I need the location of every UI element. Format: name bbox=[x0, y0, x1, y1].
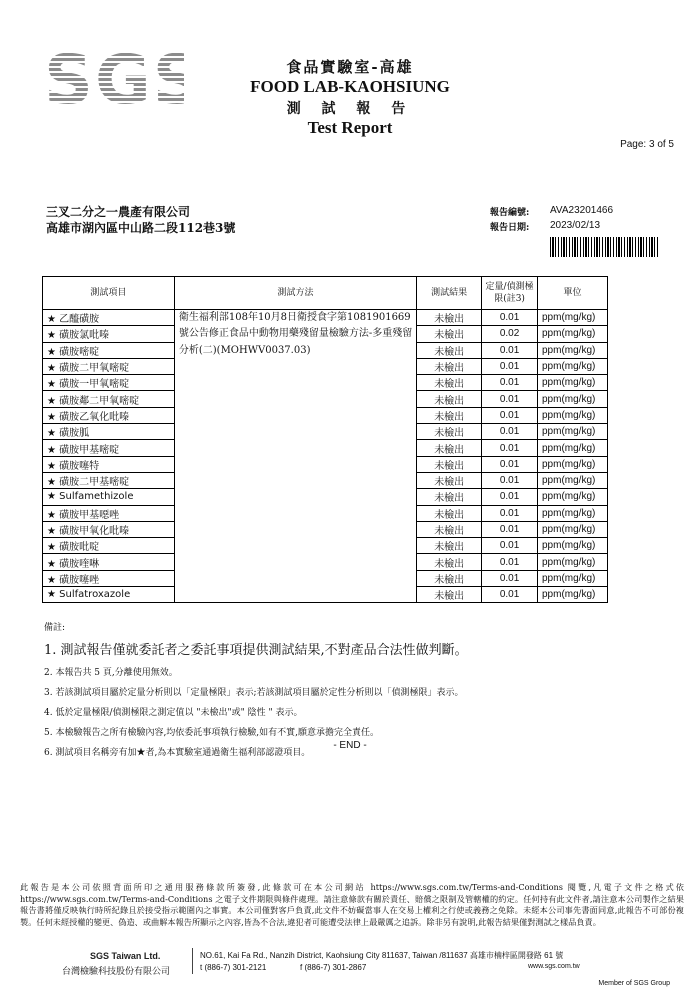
unit-cell: ppm(mg/kg) bbox=[538, 424, 608, 440]
unit-cell: ppm(mg/kg) bbox=[538, 538, 608, 554]
test-item-cell: ★ 磺胺噻特 bbox=[43, 456, 175, 472]
limit-cell: 0.01 bbox=[482, 358, 538, 374]
footer-member: Member of SGS Group bbox=[598, 980, 670, 987]
test-item-cell: ★ 磺胺甲氧化吡嗪 bbox=[43, 521, 175, 537]
test-result-cell: 未檢出 bbox=[417, 326, 482, 342]
limit-cell: 0.01 bbox=[482, 310, 538, 326]
footer-website: www.sgs.com.tw bbox=[528, 963, 580, 970]
test-result-cell: 未檢出 bbox=[417, 456, 482, 472]
report-date-value: 2023/02/13 bbox=[550, 220, 601, 231]
test-item-cell: ★ 磺胺二甲基嘧啶 bbox=[43, 472, 175, 488]
note-item: 5. 本檢驗報告之所有檢驗內容,均依委託事項執行檢驗,如有不實,願意承擔完全責任。 bbox=[44, 728, 380, 738]
note-item: 2. 本報告共 5 頁,分離使用無效。 bbox=[44, 668, 178, 678]
limit-cell: 0.01 bbox=[482, 587, 538, 603]
report-date bbox=[490, 220, 601, 233]
footer-address: NO.61, Kai Fa Rd., Nanzih District, Kaohsiung City 811637, Taiwan /811637 高雄市楠梓區開發路 61 號 bbox=[200, 951, 564, 960]
report-title-cn: 測 試 報 告 bbox=[286, 101, 414, 117]
header-test-result: 測試結果 bbox=[417, 277, 482, 310]
test-result-cell: 未檢出 bbox=[417, 391, 482, 407]
unit-cell: ppm(mg/kg) bbox=[538, 456, 608, 472]
page-number: Page: 3 of 5 bbox=[620, 139, 674, 150]
test-result-cell: 未檢出 bbox=[417, 440, 482, 456]
limit-cell: 0.01 bbox=[482, 570, 538, 586]
unit-cell: ppm(mg/kg) bbox=[538, 391, 608, 407]
note-item: 4. 低於定量極限/偵測極限之測定值以 "未檢出"或" 陰性 " 表示。 bbox=[44, 708, 303, 718]
unit-cell: ppm(mg/kg) bbox=[538, 521, 608, 537]
test-item-cell: ★ 磺胺吡啶 bbox=[43, 538, 175, 554]
test-item-cell: ★ 磺胺二甲氧嘧啶 bbox=[43, 358, 175, 374]
limit-cell: 0.01 bbox=[482, 505, 538, 521]
unit-cell: ppm(mg/kg) bbox=[538, 358, 608, 374]
report-date-label: 報告日期: bbox=[490, 223, 530, 233]
footer-company-en: SGS Taiwan Ltd. bbox=[90, 951, 161, 961]
test-item-cell: ★ Sulfatroxazole bbox=[43, 587, 175, 603]
report-number bbox=[490, 205, 614, 218]
footer bbox=[0, 946, 700, 986]
test-item-cell: ★ 磺胺甲基嘧啶 bbox=[43, 440, 175, 456]
test-item-cell: ★ 磺胺喹啉 bbox=[43, 554, 175, 570]
footer-fax: f (886-7) 301-2867 bbox=[300, 963, 367, 972]
test-item-cell: ★ 乙醯磺胺 bbox=[43, 310, 175, 326]
test-item-cell: ★ 磺胺氯吡嗪 bbox=[43, 326, 175, 342]
limit-cell: 0.01 bbox=[482, 456, 538, 472]
header-test-method: 測試方法 bbox=[174, 277, 416, 310]
unit-cell: ppm(mg/kg) bbox=[538, 326, 608, 342]
footer-tel: t (886-7) 301-2121 bbox=[200, 963, 267, 972]
table-row bbox=[43, 310, 608, 326]
test-item-cell: ★ 磺胺胍 bbox=[43, 424, 175, 440]
report-title-en: Test Report bbox=[307, 118, 393, 137]
sgs-logo-text: SGS bbox=[44, 41, 204, 120]
notes-section bbox=[44, 620, 664, 758]
lab-name-cn: 食品實驗室-高雄 bbox=[286, 58, 414, 76]
test-item-cell: ★ 磺胺噻唑 bbox=[43, 570, 175, 586]
table-header-row bbox=[43, 277, 608, 310]
test-result-cell: 未檢出 bbox=[417, 538, 482, 554]
note-item: 3. 若該測試項目屬於定量分析則以「定量極限」表示;若該測試項目屬於定性分析則以「偵測極限」表示。 bbox=[44, 688, 464, 698]
unit-cell: ppm(mg/kg) bbox=[538, 440, 608, 456]
test-result-cell: 未檢出 bbox=[417, 521, 482, 537]
limit-cell: 0.01 bbox=[482, 391, 538, 407]
test-result-cell: 未檢出 bbox=[417, 424, 482, 440]
limit-cell: 0.01 bbox=[482, 342, 538, 358]
test-result-cell: 未檢出 bbox=[417, 375, 482, 391]
header-test-item: 測試項目 bbox=[43, 277, 175, 310]
unit-cell: ppm(mg/kg) bbox=[538, 554, 608, 570]
test-result-cell: 未檢出 bbox=[417, 342, 482, 358]
unit-cell: ppm(mg/kg) bbox=[538, 570, 608, 586]
test-result-cell: 未檢出 bbox=[417, 587, 482, 603]
end-marker: - END - bbox=[333, 740, 367, 751]
unit-cell: ppm(mg/kg) bbox=[538, 310, 608, 326]
results-table bbox=[42, 276, 608, 603]
test-item-cell: ★ Sulfamethizole bbox=[43, 489, 175, 505]
test-item-cell: ★ 磺胺嘧啶 bbox=[43, 342, 175, 358]
test-result-cell: 未檢出 bbox=[417, 310, 482, 326]
unit-cell: ppm(mg/kg) bbox=[538, 472, 608, 488]
test-result-cell: 未檢出 bbox=[417, 472, 482, 488]
report-number-label: 報告編號: bbox=[490, 208, 530, 218]
limit-cell: 0.01 bbox=[482, 538, 538, 554]
client-name: 三叉二分之一農產有限公司 bbox=[46, 205, 191, 219]
limit-cell: 0.01 bbox=[482, 424, 538, 440]
barcode bbox=[550, 237, 660, 257]
test-result-cell: 未檢出 bbox=[417, 554, 482, 570]
limit-cell: 0.01 bbox=[482, 489, 538, 505]
unit-cell: ppm(mg/kg) bbox=[538, 489, 608, 505]
test-result-cell: 未檢出 bbox=[417, 358, 482, 374]
note-item: 1. 測試報告僅就委託者之委託事項提供測試結果,不對產品合法性做判斷。 bbox=[44, 643, 468, 658]
unit-cell: ppm(mg/kg) bbox=[538, 587, 608, 603]
unit-cell: ppm(mg/kg) bbox=[538, 505, 608, 521]
test-item-cell: ★ 磺胺鄰二甲氧嘧啶 bbox=[43, 391, 175, 407]
disclaimer: 此報告是本公司依照背面所印之通用服務條款所簽發,此條款可在本公司網站 https://www.sgs.com.tw/Terms-and-Conditions 閱覽,凡電子文件之格式依 https://www.sgs.com.tw/Terms-and-Conditions 之電子文件期限與條件處理。請注意條款有關於責任、賠償之限制及管轄權的約定。任何持有此文件者,請注意本公司製作之結果報告書將僅反映執行時所紀錄且於接受指示範圍內之事實。本公司僅對客戶負責,此文件不妨礙當事人在交易上權利之行使或義務之免除。未經本公司事先書面同意,此報告不可部份複製。任何未經授權的變更、偽造、或曲解本報告所顯示之內容,皆為不合法,違犯者可能遭受法律上最嚴厲之追訴。除非另有說明,此報告結果僅對測試之樣品負責。 bbox=[20, 882, 684, 927]
test-result-cell: 未檢出 bbox=[417, 570, 482, 586]
test-method-cell: 衛生福利部108年10月8日衛授食字第1081901669號公告修正食品中動物用藥殘留量檢驗方法-多重殘留分析(二)(MOHWV0037.03) bbox=[174, 310, 416, 603]
header-unit: 單位 bbox=[538, 277, 608, 310]
test-item-cell: ★ 磺胺甲基噁唑 bbox=[43, 505, 175, 521]
client-address: 高雄市湖內區中山路二段112巷3號 bbox=[46, 221, 236, 235]
lab-name-en: FOOD LAB-KAOHSIUNG bbox=[250, 77, 450, 96]
limit-cell: 0.01 bbox=[482, 554, 538, 570]
limit-cell: 0.01 bbox=[482, 440, 538, 456]
sgs-logo bbox=[44, 41, 204, 120]
test-item-cell: ★ 磺胺一甲氧嘧啶 bbox=[43, 375, 175, 391]
note-item: 6. 測試項目名稱旁有加★者,為本實驗室通過衛生福利部認證項目。 bbox=[44, 748, 311, 758]
footer-divider bbox=[192, 948, 193, 974]
test-result-cell: 未檢出 bbox=[417, 489, 482, 505]
unit-cell: ppm(mg/kg) bbox=[538, 342, 608, 358]
header-limit: 定量/偵測極限(註3) bbox=[482, 277, 538, 310]
limit-cell: 0.02 bbox=[482, 326, 538, 342]
test-result-cell: 未檢出 bbox=[417, 407, 482, 423]
footer-company-cn: 台灣檢驗科技股份有限公司 bbox=[62, 967, 171, 977]
report-number-value: AVA23201466 bbox=[550, 205, 614, 216]
test-result-cell: 未檢出 bbox=[417, 505, 482, 521]
limit-cell: 0.01 bbox=[482, 521, 538, 537]
test-item-cell: ★ 磺胺乙氧化吡嗪 bbox=[43, 407, 175, 423]
unit-cell: ppm(mg/kg) bbox=[538, 375, 608, 391]
limit-cell: 0.01 bbox=[482, 472, 538, 488]
notes-heading: 備註: bbox=[44, 623, 66, 633]
limit-cell: 0.01 bbox=[482, 407, 538, 423]
unit-cell: ppm(mg/kg) bbox=[538, 407, 608, 423]
limit-cell: 0.01 bbox=[482, 375, 538, 391]
